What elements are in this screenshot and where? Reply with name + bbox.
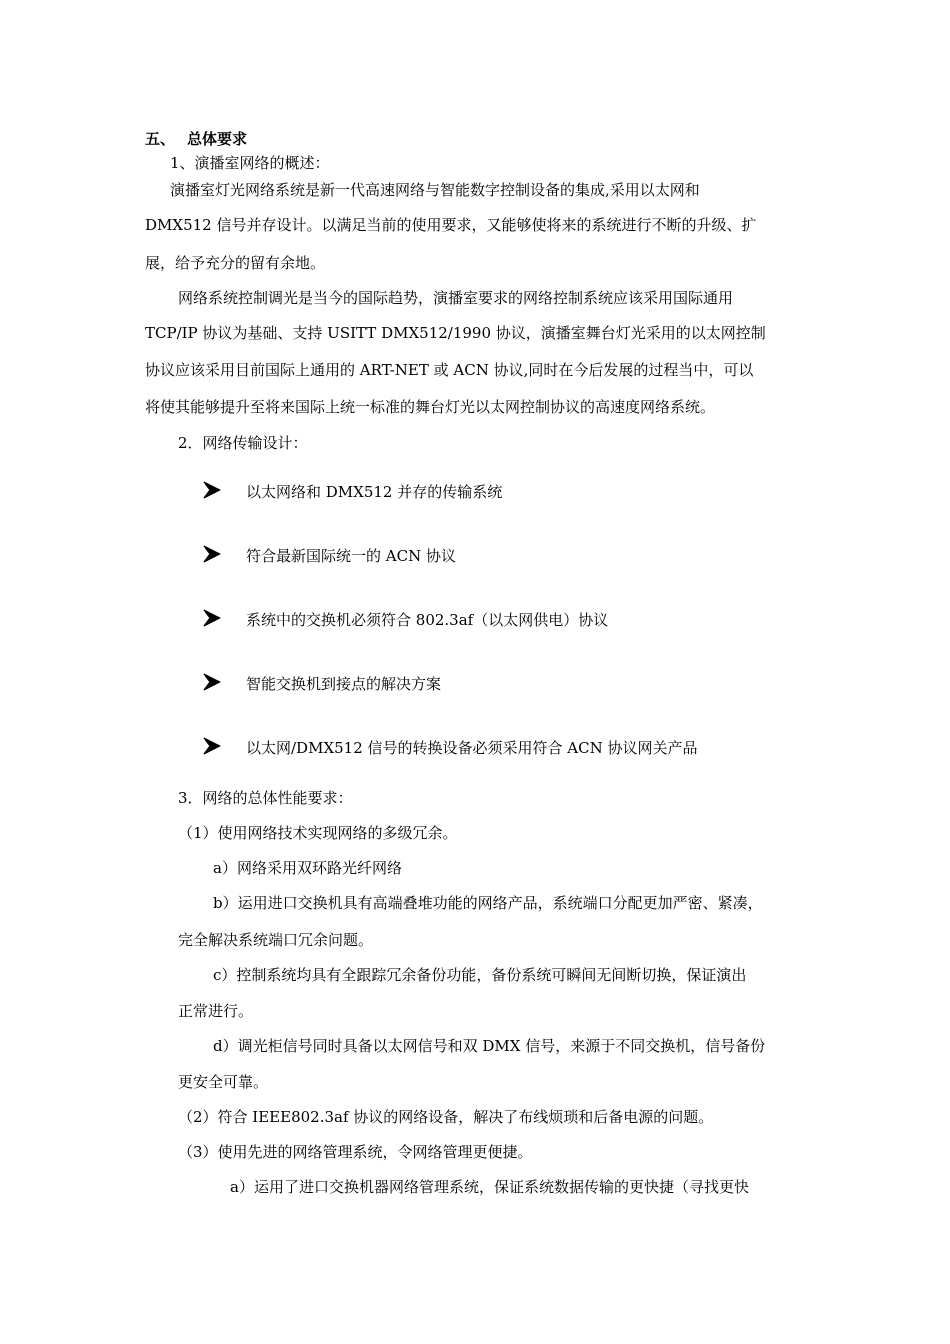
- bullet-item: 符合最新国际统一的 ACN 协议: [246, 547, 456, 565]
- sub3-item1c-line: c）控制系统均具有全跟踪冗余备份功能，备份系统可瞬间无间断切换，保证演出: [213, 966, 747, 984]
- bullet-item: 智能交换机到接点的解决方案: [246, 675, 442, 693]
- arrow-bullet-icon: [203, 609, 221, 627]
- sub3-item1d-line: d）调光柜信号同时具备以太网信号和双 DMX 信号，来源于不同交换机，信号备份: [213, 1037, 766, 1055]
- bullet-item: 以太网/DMX512 信号的转换设备必须采用符合 ACN 协议网关产品: [246, 739, 698, 757]
- sub3-item1b-line: 完全解决系统端口冗余问题。: [178, 931, 374, 949]
- sub1-heading: 1、演播室网络的概述：: [170, 154, 330, 172]
- sub3-item3: （3）使用先进的网络管理系统，令网络管理更便捷。: [178, 1143, 533, 1161]
- sub2-heading: 2．网络传输设计：: [178, 434, 308, 452]
- sub1-para2-line: TCP/IP 协议为基础、支持 USITT DMX512/1990 协议，演播室舞台灯光采用的以太网控制: [145, 324, 766, 342]
- bullet-item: 以太网络和 DMX512 并存的传输系统: [246, 483, 503, 501]
- sub1-para1-line: DMX512 信号并存设计。以满足当前的使用要求，又能够使将来的系统进行不断的升级、扩: [145, 216, 757, 234]
- sub3-item1c-line: 正常进行。: [178, 1002, 254, 1020]
- sub3-item2: （2）符合 IEEE802.3af 协议的网络设备，解决了布线烦琐和后备电源的问题。: [178, 1108, 714, 1126]
- section-number: 五、: [145, 130, 176, 148]
- arrow-bullet-icon: [203, 545, 221, 563]
- arrow-bullet-icon: [203, 481, 221, 499]
- sub3-item3a: a）运用了进口交换机器网络管理系统，保证系统数据传输的更快捷（寻找更快: [230, 1178, 749, 1196]
- sub3-item1a: a）网络采用双环路光纤网络: [213, 859, 402, 877]
- sub3-heading: 3．网络的总体性能要求：: [178, 789, 353, 807]
- sub1-para2-line: 协议应该采用目前国际上通用的 ART-NET 或 ACN 协议,同时在今后发展的过程当中，可以: [145, 361, 754, 379]
- bullet-item: 系统中的交换机必须符合 802.3af（以太网供电）协议: [246, 611, 609, 629]
- sub3-item1d-line: 更安全可靠。: [178, 1073, 269, 1091]
- arrow-bullet-icon: [203, 737, 221, 755]
- section-title: 总体要求: [187, 130, 248, 148]
- sub1-para2-line: 网络系统控制调光是当今的国际趋势，演播室要求的网络控制系统应该采用国际通用: [178, 289, 734, 307]
- sub1-para1-line: 展，给予充分的留有余地。: [145, 254, 326, 272]
- sub3-item1: （1）使用网络技术实现网络的多级冗余。: [178, 824, 458, 842]
- sub1-para1-line: 演播室灯光网络系统是新一代高速网络与智能数字控制设备的集成,采用以太网和: [170, 181, 700, 199]
- sub3-item1b-line: b）运用进口交换机具有高端叠堆功能的网络产品，系统端口分配更加严密、紧凑，: [213, 894, 763, 912]
- arrow-bullet-icon: [203, 673, 221, 691]
- sub1-para2-line: 将使其能够提升至将来国际上统一标准的舞台灯光以太网控制协议的高速度网络系统。: [145, 398, 716, 416]
